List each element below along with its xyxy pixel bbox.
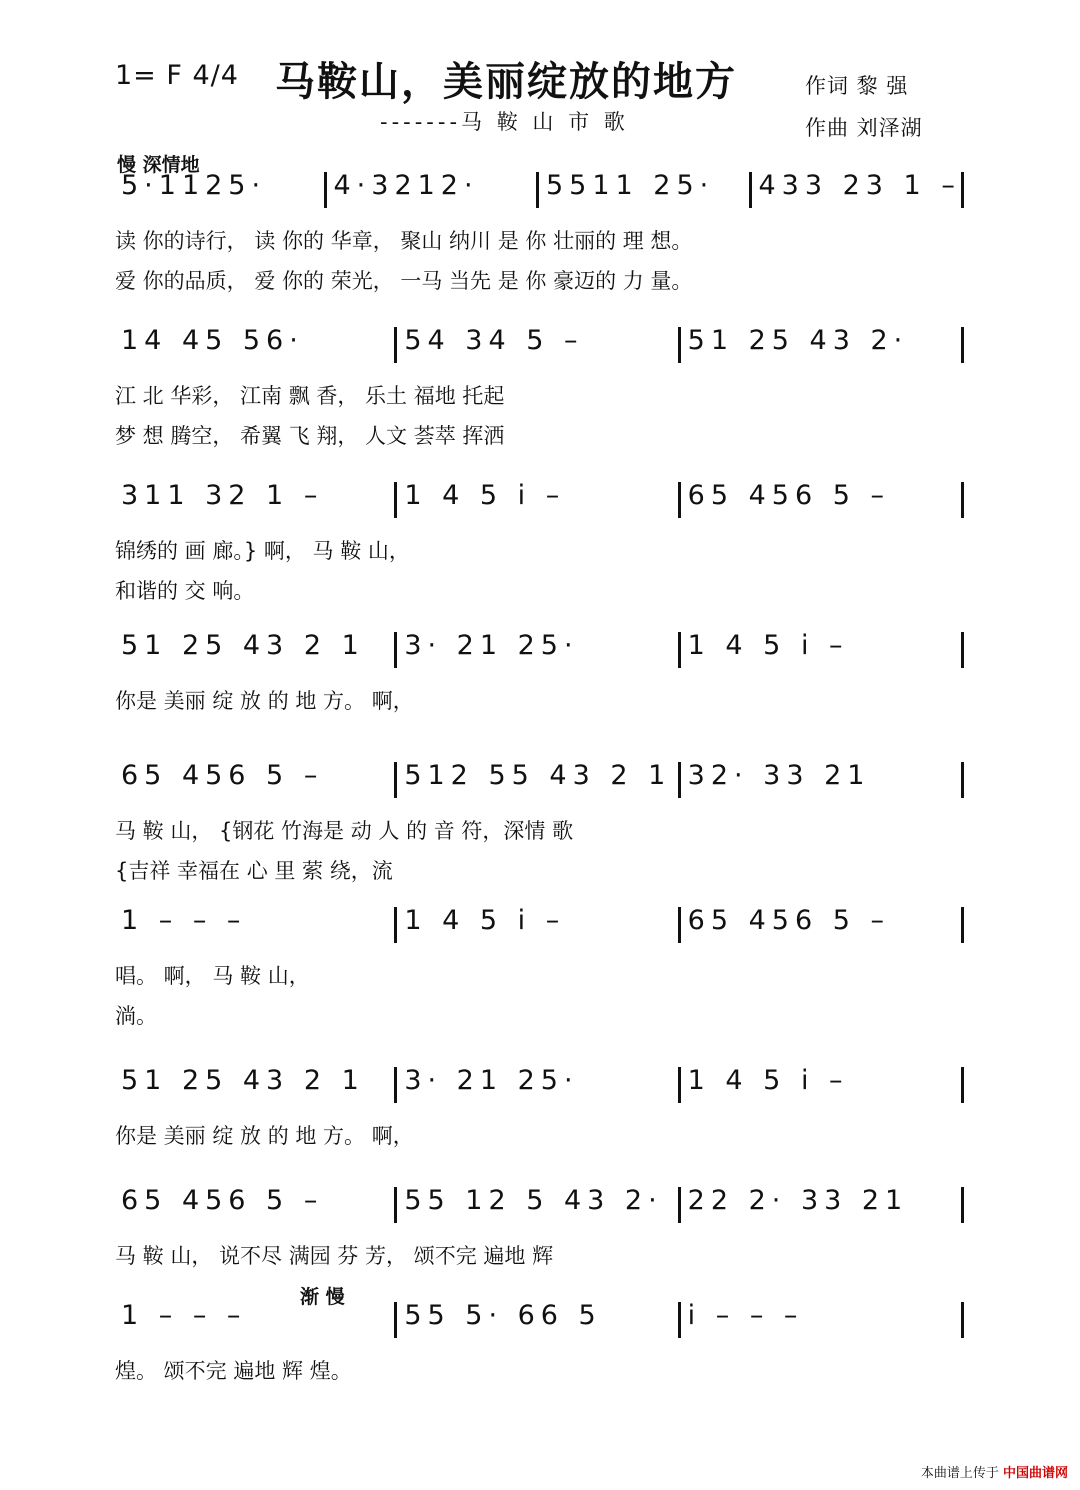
measure-notes: 65 456 5 – [121, 1185, 324, 1216]
lyric-line: 淌。 [115, 1004, 157, 1028]
lyric-line: 你是 美丽 绽 放 的 地 方。 啊， [115, 689, 414, 713]
bar-line [394, 1187, 397, 1223]
lyric-line: 和谐的 交 响。 [115, 579, 255, 603]
measure-notes: 1 4 5 i – [404, 905, 566, 936]
footer [921, 1462, 1068, 1481]
measure-notes: 51 25 43 2 1 [121, 1065, 365, 1096]
bar-line [394, 907, 397, 943]
measure-notes: 3· 21 25· [404, 1065, 579, 1096]
bar-line [961, 327, 964, 363]
measure-notes: 65 456 5 – [687, 905, 890, 936]
bar-line [536, 172, 539, 208]
bar-line [394, 1067, 397, 1103]
measure-notes: 1 4 5 i – [687, 630, 849, 661]
bar-line [394, 327, 397, 363]
measure-notes: 1 4 5 i – [404, 480, 566, 511]
bar-line [961, 1302, 964, 1338]
measure-notes: 1 – – – [121, 905, 247, 936]
song-subtitle: -------马 鞍 山 市 歌 [380, 110, 629, 134]
bar-line [678, 482, 681, 518]
bar-line [961, 1067, 964, 1103]
measure-notes: 3· 21 25· [404, 630, 579, 661]
bar-line [678, 1302, 681, 1338]
lyric-line: 你是 美丽 绽 放 的 地 方。 啊， [115, 1124, 414, 1148]
bar-line [961, 1187, 964, 1223]
lyric-line: {吉祥 幸福在 心 里 萦 绕，流 [115, 859, 393, 883]
lyric-line: 唱。 啊， 马 鞍 山， [115, 964, 310, 988]
measure-notes: 4·3212· [333, 170, 479, 201]
measure-notes: i – – – [687, 1300, 804, 1331]
measure-notes: 65 456 5 – [687, 480, 890, 511]
bar-line [678, 1187, 681, 1223]
lyric-line: 爱 你的品质， 爱 你的 荣光， 一马 当先 是 你 豪迈的 力 量。 [115, 269, 693, 293]
bar-line [749, 172, 752, 208]
measure-notes: 5·1125· [121, 170, 267, 201]
measure-notes: 433 23 1 – [758, 170, 961, 201]
bar-line [394, 632, 397, 668]
bar-line [961, 907, 964, 943]
measure-notes: 1 4 5 i – [687, 1065, 849, 1096]
lyric-line: 马 鞍 山， 说不尽 满园 芬 芳， 颂不完 遍地 辉 [115, 1244, 554, 1268]
bar-line [961, 632, 964, 668]
lyric-line: 江 北 华彩， 江南 飘 香， 乐土 福地 托起 [115, 384, 505, 408]
measure-notes: 5511 25· [546, 170, 715, 201]
measure-notes: 32· 33 21 [687, 760, 871, 791]
lyric-line: 读 你的诗行， 读 你的 华章， 聚山 纳川 是 你 壮丽的 理 想。 [115, 229, 693, 253]
measure-notes: 14 45 56· [121, 325, 304, 356]
lyricist-credit: 作词 黎 强 [805, 74, 909, 98]
bar-line [961, 172, 964, 208]
measure-notes: 51 25 43 2· [687, 325, 909, 356]
lyric-line: 煌。 颂不完 遍地 辉 煌。 [115, 1359, 352, 1383]
measure-notes: 51 25 43 2 1 [121, 630, 365, 661]
measure-notes: 55 12 5 43 2· [404, 1185, 663, 1216]
bar-line [324, 172, 327, 208]
lyric-line: 锦绣的 画 廊。} 啊， 马 鞍 山， [115, 539, 410, 563]
tempo-mark-rit: 渐 慢 [300, 1286, 345, 1308]
bar-line [678, 1067, 681, 1103]
bar-line [394, 482, 397, 518]
bar-line [961, 482, 964, 518]
song-title: 马鞍山，美丽绽放的地方 [275, 59, 737, 105]
bar-line [394, 762, 397, 798]
bar-line [961, 762, 964, 798]
bar-line [678, 762, 681, 798]
footer-brand: 中国曲谱网 [1002, 1466, 1068, 1481]
measure-notes: 65 456 5 – [121, 760, 324, 791]
tempo-mark-slow: 慢 深情地 [117, 154, 200, 176]
bar-line [678, 632, 681, 668]
bar-line [678, 907, 681, 943]
bar-line [394, 1302, 397, 1338]
key-signature: 1= F 4/4 [115, 60, 239, 91]
footer-text: 本曲谱上传于 [920, 1466, 999, 1481]
measure-notes: 54 34 5 – [404, 325, 584, 356]
measure-notes: 55 5· 66 5 [404, 1300, 602, 1331]
lyric-line: 梦 想 腾空， 希翼 飞 翔， 人文 荟萃 挥洒 [115, 424, 505, 448]
composer-credit: 作曲 刘泽湖 [805, 116, 923, 140]
measure-notes: 22 2· 33 21 [687, 1185, 909, 1216]
measure-notes: 512 55 43 2 1 [404, 760, 672, 791]
bar-line [678, 327, 681, 363]
lyric-line: 马 鞍 山， {钢花 竹海是 动 人 的 音 符，深情 歌 [115, 819, 574, 843]
measure-notes: 311 32 1 – [121, 480, 324, 511]
measure-notes: 1 – – – [121, 1300, 247, 1331]
